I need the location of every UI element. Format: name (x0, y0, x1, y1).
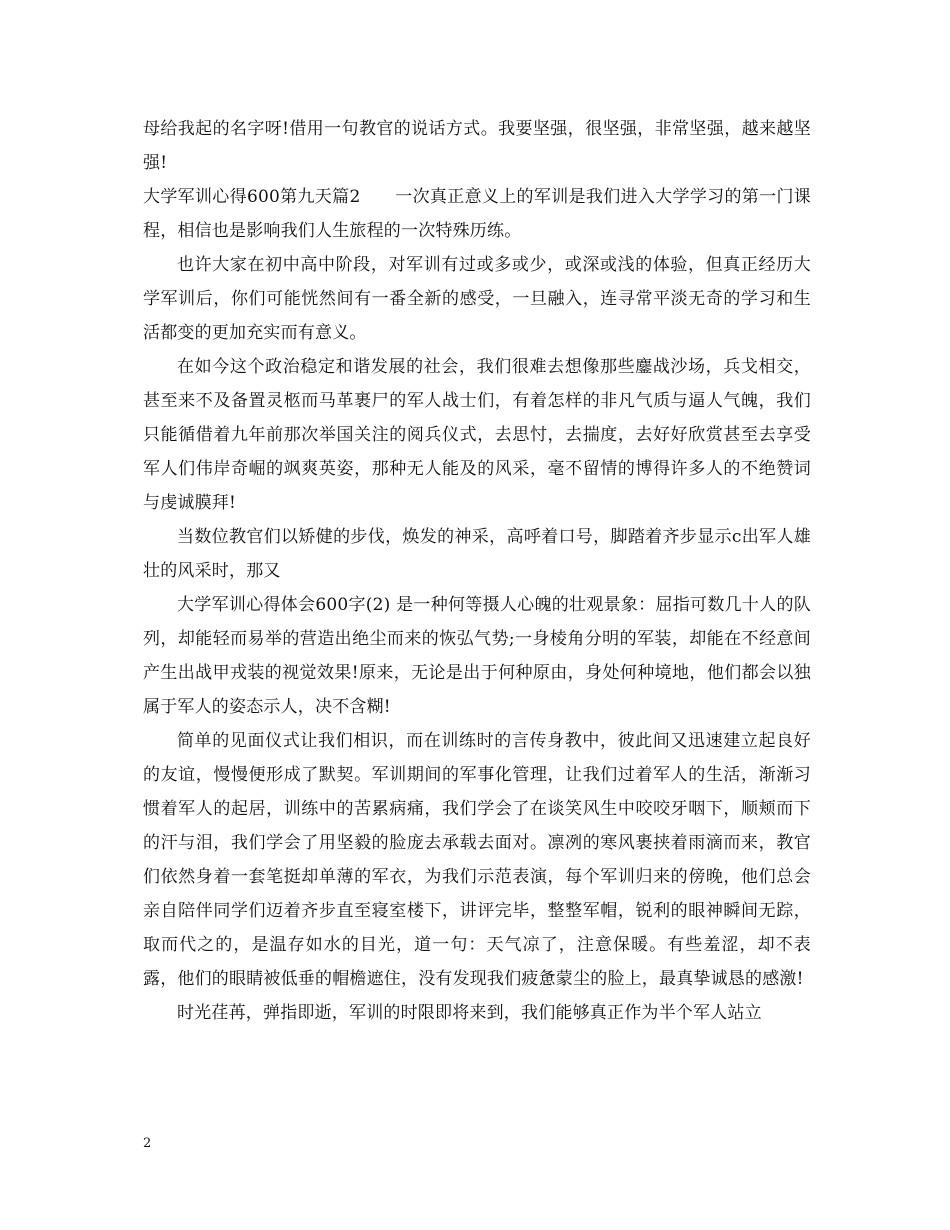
paragraph-8: 时光荏苒，弹指即逝，军训的时限即将来到，我们能够真正作为半个军人站立 (177, 1003, 762, 1023)
paragraph-2: 大学军训心得600第九天篇2 一次真正意义上的军训是我们进入大学学习的第一门课程，相信也是影响我们人生旅程的一次特殊历练。 (143, 187, 811, 241)
document-body (143, 112, 811, 1030)
paragraph-1: 母给我起的名字呀!借用一句教官的说话方式。我要坚强，很坚强，非常坚强，越来越坚强! (143, 119, 811, 173)
page-number: 2 (143, 1136, 152, 1151)
paragraph-4: 在如今这个政治稳定和谐发展的社会，我们很难去想像那些鏖战沙场，兵戈相交，甚至来不及备置灵柩而马革裹尸的军人战士们，有着怎样的非凡气质与逼人气魄，我们只能循借着九年前那次举国关注的阅兵仪式，去思忖，去揣度，去好好欣赏甚至去享受军人们伟岸奇崛的飒爽英姿，那种无人能及的风采，毫不留情的博得许多人的不绝赞词与虔诚膜拜! (143, 357, 811, 513)
paragraph-5: 当数位教官们以矫健的步伐，焕发的神采，高呼着口号，脚踏着齐步显示c出军人雄壮的风采时，那又 (143, 527, 811, 581)
paragraph-3: 也许大家在初中高中阶段，对军训有过或多或少，或深或浅的体验，但真正经历大学军训后，你们可能恍然间有一番全新的感受，一旦融入，连寻常平淡无奇的学习和生活都变的更加充实而有意义。 (143, 255, 811, 343)
paragraph-6: 大学军训心得体会600字(2) 是一种何等摄人心魄的壮观景象：屈指可数几十人的队列，却能轻而易举的营造出绝尘而来的恢弘气势;一身棱角分明的军装，却能在不经意间产生出战甲戎装的视觉效果!原来，无论是出于何种原由，身处何种境地，他们都会以独属于军人的姿态示人，决不含糊! (143, 595, 811, 717)
paragraph-7: 简单的见面仪式让我们相识，而在训练时的言传身教中，彼此间又迅速建立起良好的友谊，慢慢便形成了默契。军训期间的军事化管理，让我们过着军人的生活，渐渐习惯着军人的起居，训练中的苦累病痛，我们学会了在谈笑风生中咬咬牙咽下，顺颊而下的汗与泪，我们学会了用坚毅的脸庞去承载去面对。凛冽的寒风裹挟着雨滴而来，教官们依然身着一套笔挺却单薄的军衣，为我们示范表演，每个军训归来的傍晚，他们总会亲自陪伴同学们迈着齐步直至寝室楼下，讲评完毕，整整军帽，锐利的眼神瞬间无踪，取而代之的，是温存如水的目光，道一句：天气凉了，注意保暖。有些羞涩，却不表露，他们的眼睛被低垂的帽檐遮住，没有发现我们疲惫蒙尘的脸上，最真挚诚恳的感激! (143, 731, 811, 989)
